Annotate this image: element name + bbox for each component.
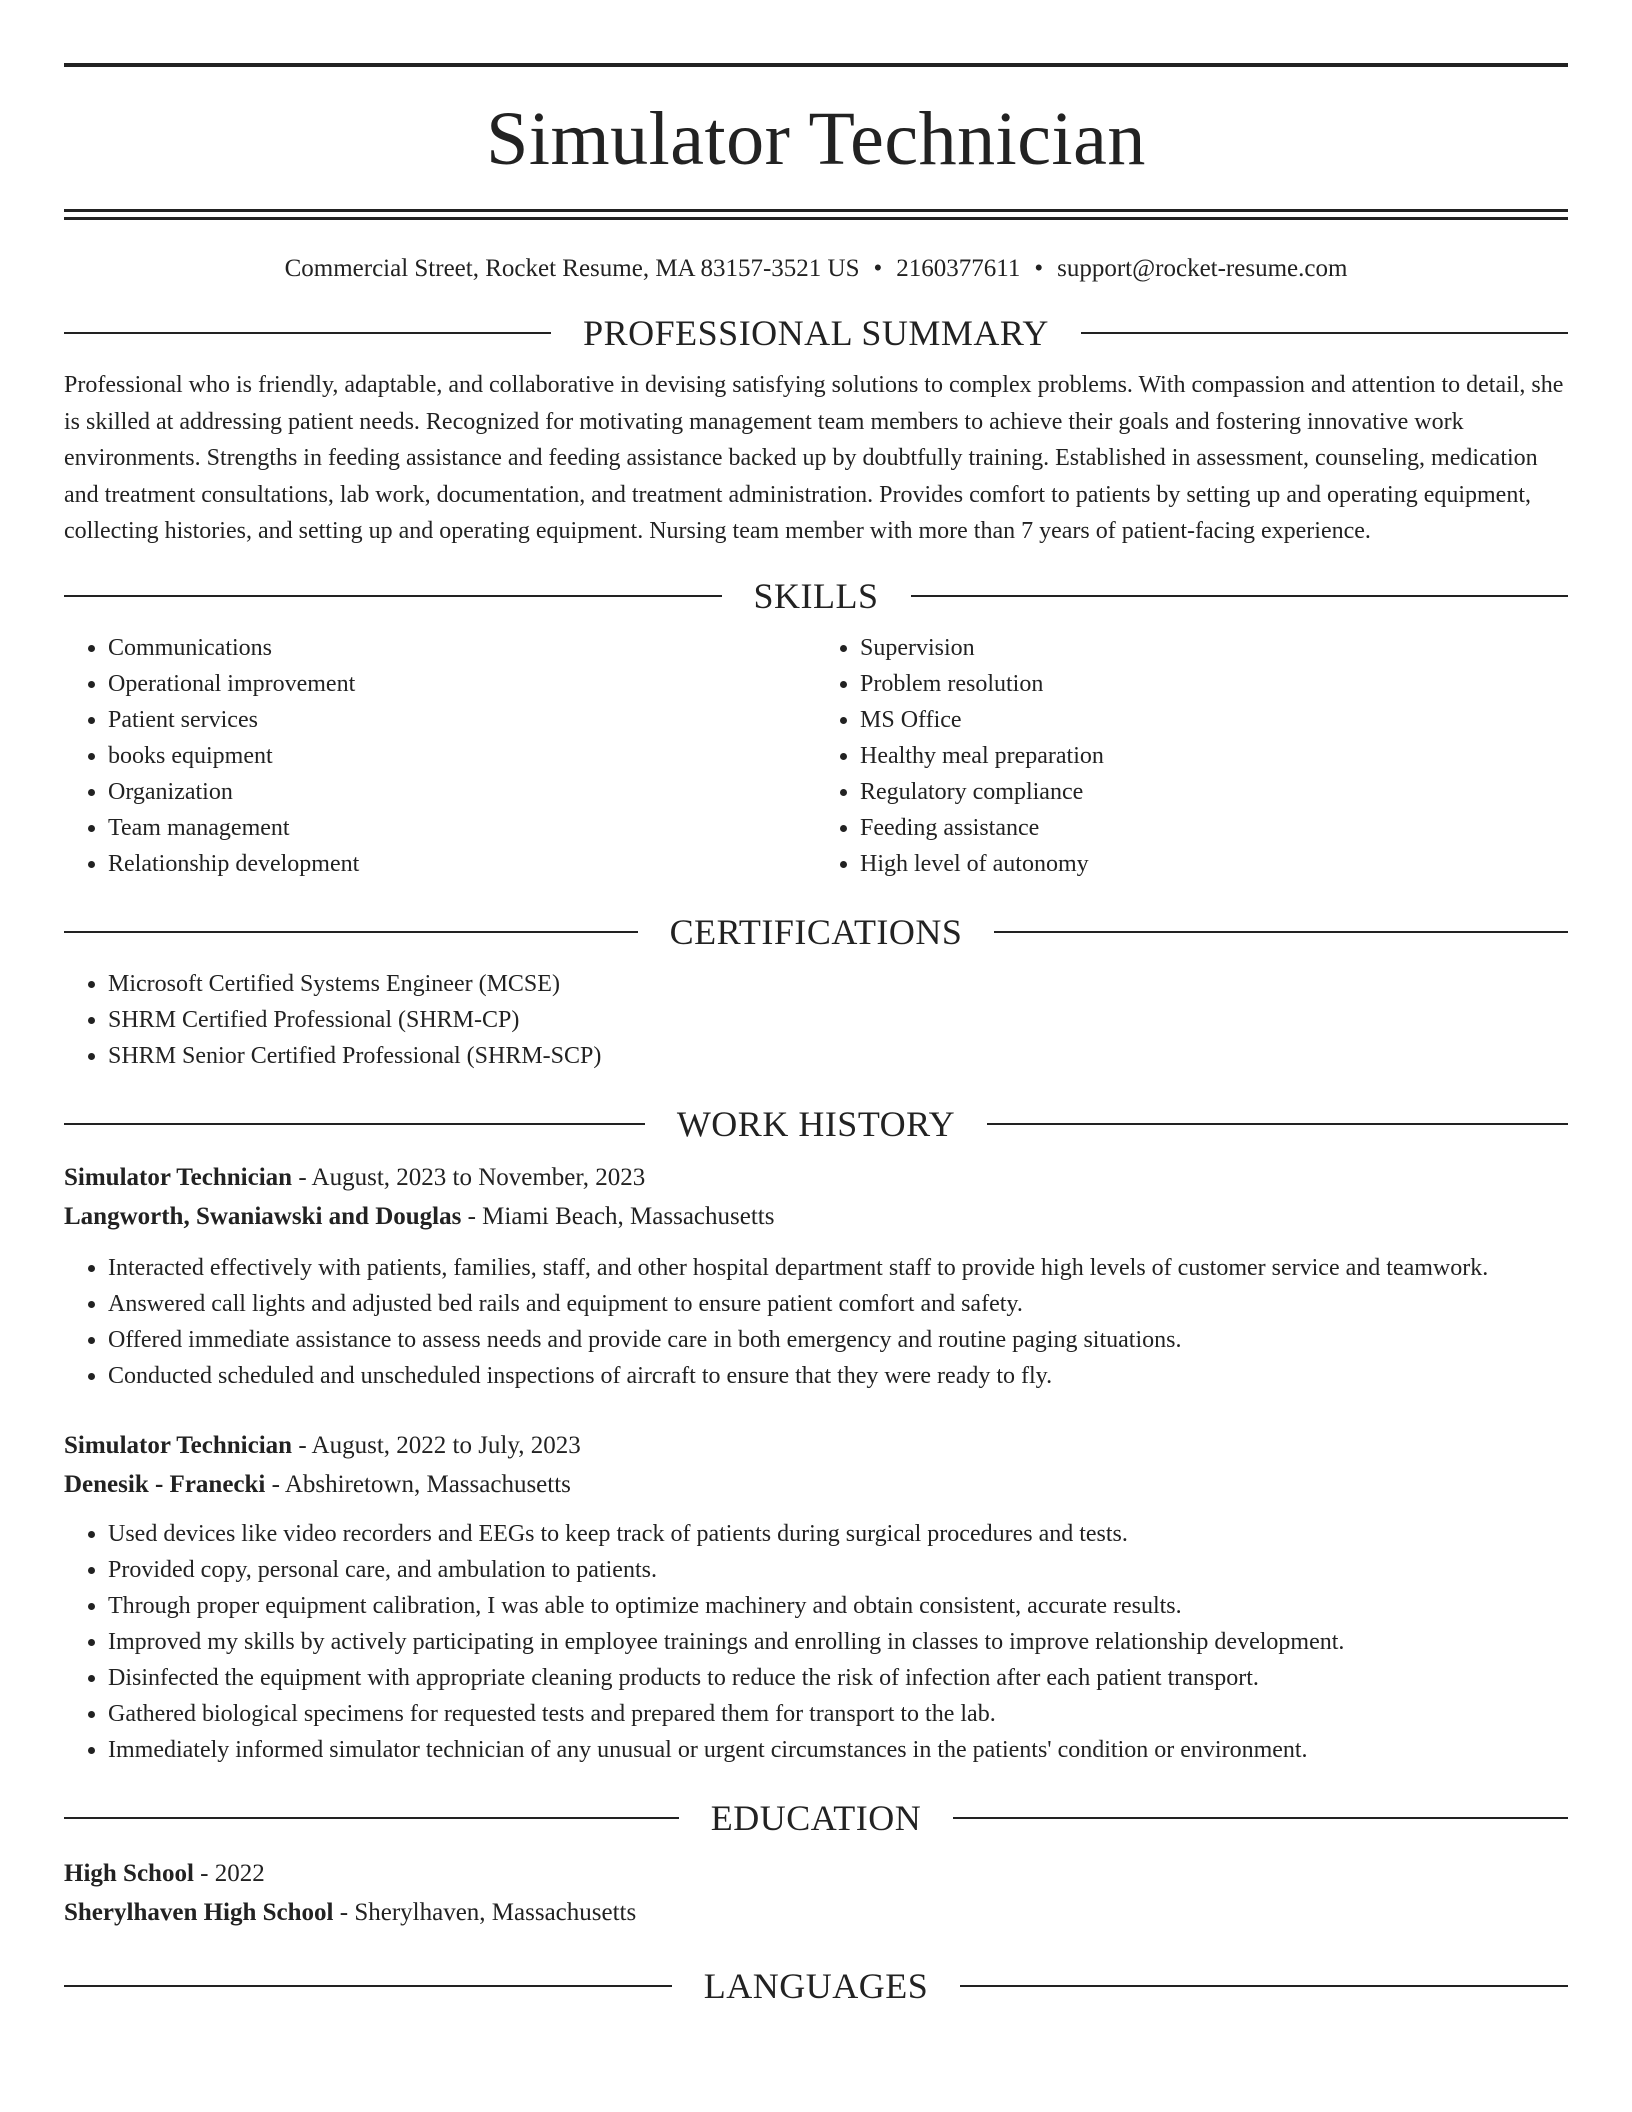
job-bullet: • Provided copy, personal care, and ambulation to patients. — [108, 1552, 1568, 1588]
heading-rule-right — [953, 1817, 1568, 1819]
education-school: Sherylhaven High School — [64, 1898, 334, 1926]
heading-rule-left — [64, 595, 722, 597]
job-bullet: • Conducted scheduled and unscheduled inspections of aircraft to ensure that they were ready to fly. — [108, 1358, 1568, 1394]
skill-item: • Communications — [108, 630, 816, 666]
skills-heading — [64, 574, 1568, 618]
summary-text: Professional who is friendly, adaptable, and collaborative in devising satisfying solutions to complex problems. With compassion and attention to detail, she is skilled at addressing patient needs. Recognized for motivating management team members to achieve their goals and fostering innovative work environments. Strengths in feeding assistance and feeding assistance backed up by doubtfully training. Established in assessment, counseling, medication and treatment consultations, lab work, documentation, and treatment administration. Provides comfort to patients by setting up and operating equipment, collecting histories, and setting up and operating equipment. Nursing team member with more than 7 years of patient-facing experience. — [64, 372, 1564, 544]
resume-page — [64, 0, 1568, 2008]
contact-email: support@rocket-resume.com — [1057, 255, 1348, 282]
skill-item: • Organization — [108, 774, 816, 810]
job-company-line: Langworth, Swaniawski and Douglas - Miami Beach, Massachusetts — [64, 1202, 775, 1230]
job-company-line: Denesik - Franecki - Abshiretown, Massachusetts — [64, 1470, 571, 1498]
education-school-line: Sherylhaven High School - Sherylhaven, Massachusetts — [64, 1898, 637, 1926]
skills-grid — [64, 630, 1568, 882]
job-bullets — [64, 1250, 1568, 1394]
skill-item: • Patient services — [108, 702, 816, 738]
certification-item: • Microsoft Certified Systems Engineer (MCSE) — [108, 966, 1568, 1002]
title-double-rule — [64, 209, 1568, 220]
certifications-list — [64, 966, 1568, 1074]
skill-item: • MS Office — [860, 702, 1568, 738]
heading-rule-right — [960, 1985, 1568, 1987]
contact-line — [64, 253, 1568, 285]
skill-item: • Supervision — [860, 630, 1568, 666]
skill-item: • Regulatory compliance — [860, 774, 1568, 810]
education-location: Sherylhaven, Massachusetts — [354, 1898, 637, 1926]
heading-rule-right — [1081, 332, 1568, 334]
education-heading — [64, 1796, 1568, 1840]
job-title-line: Simulator Technician - August, 2022 to July, 2023 — [64, 1431, 581, 1459]
job-bullet: • Gathered biological specimens for requested tests and prepared them for transport to the lab. — [108, 1696, 1568, 1732]
summary-heading-label: PROFESSIONAL SUMMARY — [583, 313, 1049, 353]
job-bullet: • Offered immediate assistance to assess needs and provide care in both emergency and routine paging situations. — [108, 1322, 1568, 1358]
heading-rule-left — [64, 1123, 645, 1125]
job-title: Simulator Technician — [64, 1431, 293, 1459]
heading-rule-right — [911, 595, 1569, 597]
skill-item: • books equipment — [108, 738, 816, 774]
job-dates: August, 2023 to November, 2023 — [311, 1163, 646, 1191]
job-bullet: • Disinfected the equipment with appropriate cleaning products to reduce the risk of infection after each patient transport. — [108, 1660, 1568, 1696]
summary-heading — [64, 311, 1568, 355]
skill-item: • Team management — [108, 810, 816, 846]
contact-address: Commercial Street, Rocket Resume, MA 83157-3521 US — [284, 255, 860, 282]
heading-rule-left — [64, 1985, 672, 1987]
job-location: Miami Beach, Massachusetts — [482, 1202, 775, 1230]
job-bullet: • Interacted effectively with patients, families, staff, and other hospital department staff to provide high levels of customer service and teamwork. — [108, 1250, 1568, 1286]
heading-rule-left — [64, 1817, 679, 1819]
job-bullet: • Immediately informed simulator technician of any unusual or urgent circumstances in the patients' condition or environment. — [108, 1732, 1568, 1768]
skill-item: • High level of autonomy — [860, 846, 1568, 882]
languages-heading-label: LANGUAGES — [703, 1965, 929, 2006]
skills-list-right — [816, 630, 1568, 882]
heading-rule-right — [987, 1123, 1568, 1125]
job-title-line: Simulator Technician - August, 2023 to November, 2023 — [64, 1163, 646, 1191]
job-title: Simulator Technician — [64, 1163, 293, 1191]
job-dates: August, 2022 to July, 2023 — [311, 1431, 581, 1459]
job-company: Langworth, Swaniawski and Douglas — [64, 1202, 462, 1230]
job-bullet: • Through proper equipment calibration, I was able to optimize machinery and obtain consistent, accurate results. — [108, 1588, 1568, 1624]
certification-item: • SHRM Senior Certified Professional (SHRM-SCP) — [108, 1038, 1568, 1074]
certifications-heading-label: CERTIFICATIONS — [669, 911, 963, 952]
education-entry — [64, 1854, 1568, 1932]
education-degree: High School — [64, 1859, 194, 1887]
skill-item: • Healthy meal preparation — [860, 738, 1568, 774]
job-location: Abshiretown, Massachusetts — [284, 1470, 571, 1498]
education-degree-line: High School - 2022 — [64, 1859, 265, 1887]
job-entry — [64, 1426, 1568, 1768]
job-bullet: • Improved my skills by actively participating in employee trainings and enrolling in classes to improve relationship development. — [108, 1624, 1568, 1660]
job-bullet: • Answered call lights and adjusted bed rails and equipment to ensure patient comfort and safety. — [108, 1286, 1568, 1322]
skill-item: • Relationship development — [108, 846, 816, 882]
job-entry — [64, 1158, 1568, 1394]
contact-phone: 2160377611 — [896, 255, 1021, 282]
top-rule — [64, 63, 1568, 67]
skill-item: • Operational improvement — [108, 666, 816, 702]
languages-heading — [64, 1964, 1568, 2008]
work-history-heading-label: WORK HISTORY — [676, 1103, 956, 1144]
heading-rule-right — [994, 931, 1568, 933]
contact-separator: • — [1034, 255, 1044, 282]
heading-rule-left — [64, 332, 551, 334]
job-company: Denesik - Franecki — [64, 1470, 266, 1498]
job-bullets — [64, 1516, 1568, 1768]
skills-list-left — [64, 630, 816, 882]
education-heading-label: EDUCATION — [710, 1797, 922, 1838]
education-year: 2022 — [214, 1859, 265, 1887]
heading-rule-left — [64, 931, 638, 933]
resume-title: Simulator Technician — [486, 97, 1146, 181]
contact-separator: • — [873, 255, 883, 282]
certifications-heading — [64, 910, 1568, 954]
job-bullet: • Used devices like video recorders and EEGs to keep track of patients during surgical procedures and tests. — [108, 1516, 1568, 1552]
certification-item: • SHRM Certified Professional (SHRM-CP) — [108, 1002, 1568, 1038]
skill-item: • Problem resolution — [860, 666, 1568, 702]
work-history-heading — [64, 1102, 1568, 1146]
skills-heading-label: SKILLS — [753, 575, 879, 616]
skill-item: • Feeding assistance — [860, 810, 1568, 846]
